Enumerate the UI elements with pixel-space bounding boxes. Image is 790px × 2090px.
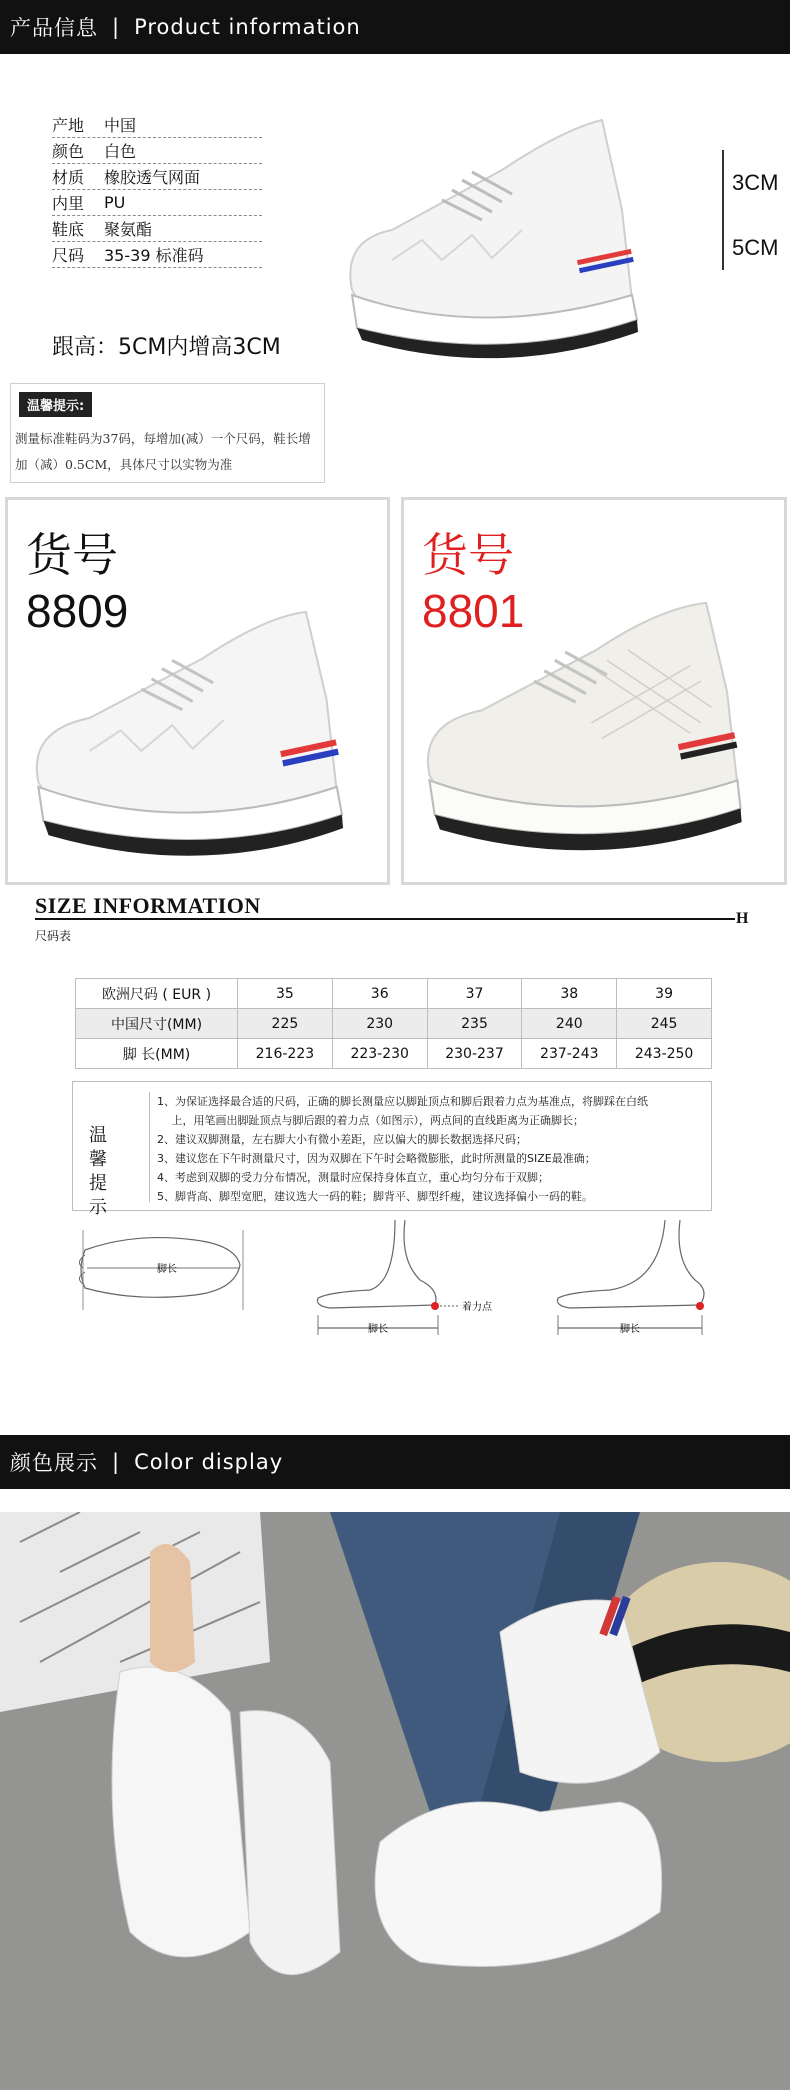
spec-row-lining bbox=[52, 190, 262, 216]
spec-row-origin bbox=[52, 112, 262, 138]
note-item: 4、考虑到双脚的受力分布情况，测量时应保持身体直立，重心均匀分布于双脚； bbox=[157, 1171, 549, 1184]
style-label: 货号 bbox=[26, 529, 118, 581]
tip-box bbox=[10, 383, 325, 483]
notes-divider bbox=[149, 1092, 150, 1202]
row-head: 脚 长(MM) bbox=[76, 1039, 238, 1069]
foot-length-label: 脚长 bbox=[368, 1324, 388, 1335]
table-cell: 230 bbox=[332, 1009, 427, 1039]
note-item: 3、建议您在下午时测量尺寸，因为双脚在下午时会略微膨胀，此时所测量的SIZE最准确； bbox=[157, 1152, 596, 1165]
heel-height-note: 跟高：5CM内增高3CM bbox=[52, 335, 281, 360]
lifestyle-photo bbox=[0, 1512, 790, 2090]
banner-title-cn: 颜色展示 bbox=[10, 1451, 98, 1475]
foot-side-diagram bbox=[310, 1220, 520, 1340]
spec-key: 产地 bbox=[52, 116, 85, 135]
table-cell: 39 bbox=[617, 979, 712, 1009]
size-info-mark: H bbox=[736, 910, 749, 927]
size-info-title: SIZE INFORMATION bbox=[35, 893, 261, 918]
table-cell: 225 bbox=[238, 1009, 333, 1039]
table-cell: 37 bbox=[427, 979, 522, 1009]
banner-separator: | bbox=[112, 15, 121, 39]
spec-key: 材质 bbox=[52, 168, 85, 187]
sneaker-8801-image bbox=[419, 560, 774, 865]
spec-row-color bbox=[52, 138, 262, 164]
banner-title-en: Product information bbox=[134, 15, 361, 39]
force-point-label: 着力点 bbox=[462, 1302, 492, 1313]
spec-value: 35-39 标准码 bbox=[104, 246, 204, 265]
inner-height-label: 3CM bbox=[732, 170, 779, 195]
tip-body: 测量标准鞋码为37码，每增加(减）一个尺码，鞋长增加（减）0.5CM，具体尺寸以实物为准 bbox=[15, 431, 311, 472]
color-display-banner bbox=[0, 1435, 790, 1489]
notes-heading: 温 馨 提 示 bbox=[89, 1125, 113, 1218]
table-cell: 237-243 bbox=[522, 1039, 617, 1069]
product-info-banner bbox=[0, 0, 790, 54]
spec-key: 鞋底 bbox=[52, 220, 85, 239]
banner-title-cn: 产品信息 bbox=[10, 16, 98, 40]
foot-top-diagram bbox=[75, 1220, 255, 1320]
foot-length-label: 脚长 bbox=[620, 1324, 640, 1335]
banner-separator: | bbox=[112, 1450, 121, 1474]
table-cell: 243-250 bbox=[617, 1039, 712, 1069]
tip-title: 温馨提示: bbox=[19, 392, 92, 417]
heel-height-label: 5CM bbox=[732, 235, 779, 260]
size-info-subtitle: 尺码表 bbox=[35, 929, 72, 943]
size-info-rule bbox=[35, 918, 735, 920]
spec-row-size bbox=[52, 242, 262, 268]
note-item: 5、脚背高、脚型宽肥，建议选大一码的鞋；脚背平、脚型纤瘦，建议选择偏小一码的鞋。 bbox=[157, 1190, 593, 1203]
note-item: 上，用笔画出脚趾顶点与脚后跟的着力点（如图示），两点间的直线距离为正确脚长； bbox=[157, 1114, 584, 1127]
foot-side-diagram-2 bbox=[550, 1220, 720, 1340]
sneaker-8809-image bbox=[28, 570, 378, 870]
banner-title-en: Color display bbox=[134, 1450, 284, 1474]
table-row bbox=[76, 1039, 712, 1069]
table-cell: 38 bbox=[522, 979, 617, 1009]
style-code: 8809 bbox=[26, 585, 129, 637]
table-row bbox=[76, 979, 712, 1009]
style-card-8801[interactable] bbox=[401, 497, 787, 885]
spec-value: 中国 bbox=[104, 116, 137, 135]
row-head: 中国尺寸(MM) bbox=[76, 1009, 238, 1039]
table-cell: 36 bbox=[332, 979, 427, 1009]
spec-key: 颜色 bbox=[52, 142, 85, 161]
foot-length-label: 脚长 bbox=[157, 1264, 177, 1275]
spec-key: 尺码 bbox=[52, 246, 85, 265]
size-table bbox=[75, 978, 712, 1069]
table-cell: 240 bbox=[522, 1009, 617, 1039]
hero-sneaker-image bbox=[332, 90, 672, 360]
spec-key: 内里 bbox=[52, 194, 85, 213]
spec-value: 白色 bbox=[104, 142, 137, 161]
row-head: 欧洲尺码 ( EUR ) bbox=[76, 979, 238, 1009]
style-code: 8801 bbox=[422, 585, 525, 637]
table-cell: 216-223 bbox=[238, 1039, 333, 1069]
spec-value: PU bbox=[104, 193, 126, 212]
notes-list bbox=[157, 1092, 707, 1206]
sizing-notes-box bbox=[72, 1081, 712, 1218]
table-cell: 245 bbox=[617, 1009, 712, 1039]
spec-value: 橡胶透气网面 bbox=[104, 168, 201, 187]
table-cell: 235 bbox=[427, 1009, 522, 1039]
style-label: 货号 bbox=[422, 529, 514, 581]
note-item: 1、为保证选择最合适的尺码，正确的脚长测量应以脚趾顶点和脚后跟着力点为基准点，将脚踩在白纸 bbox=[157, 1095, 648, 1108]
spec-row-material bbox=[52, 164, 262, 190]
table-cell: 35 bbox=[238, 979, 333, 1009]
spec-value: 聚氨酯 bbox=[104, 220, 153, 239]
note-item: 2、建议双脚测量，左右脚大小有微小差距，应以偏大的脚长数据选择尺码； bbox=[157, 1133, 527, 1146]
table-row bbox=[76, 1009, 712, 1039]
table-cell: 230-237 bbox=[427, 1039, 522, 1069]
table-cell: 223-230 bbox=[332, 1039, 427, 1069]
style-card-8809[interactable] bbox=[5, 497, 390, 885]
spec-row-sole bbox=[52, 216, 262, 242]
dimension-bracket bbox=[722, 150, 724, 270]
spec-list bbox=[52, 112, 262, 268]
